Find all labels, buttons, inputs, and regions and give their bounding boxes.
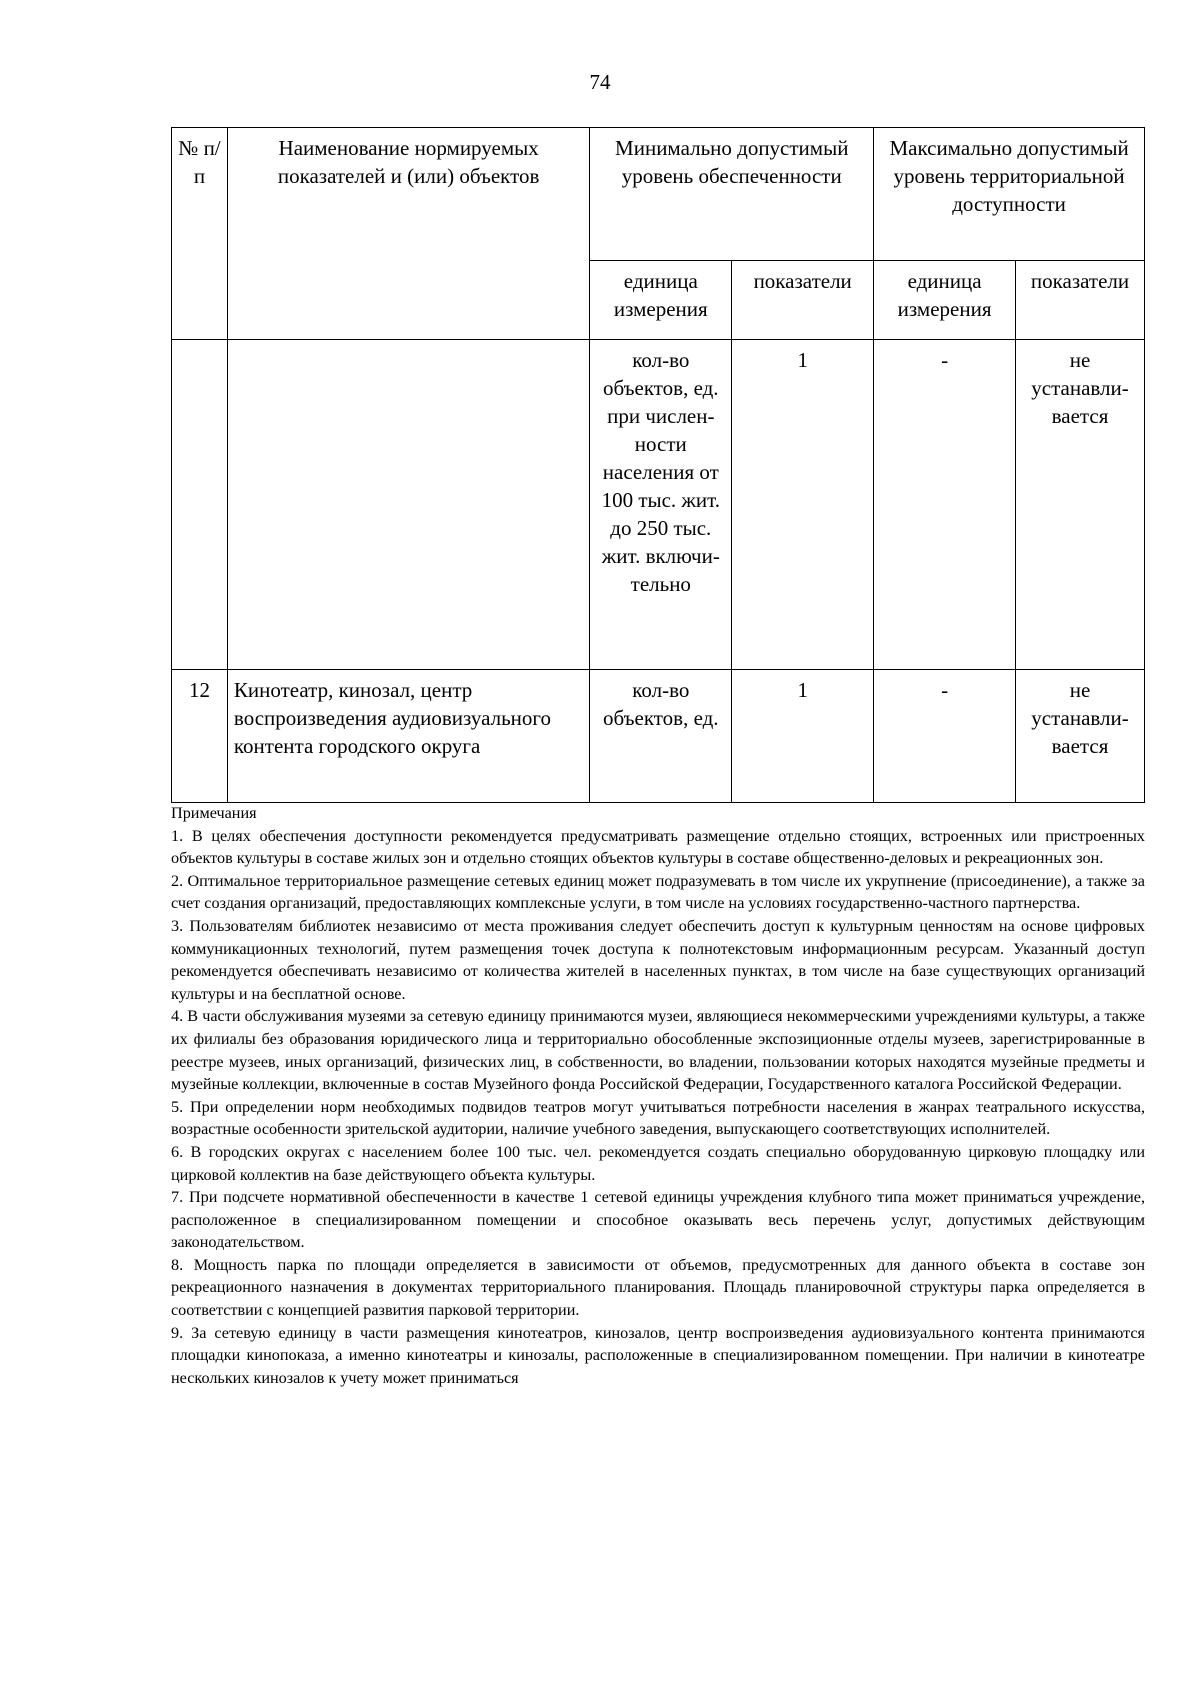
note-item: 3. Пользователям библиотек независимо от места проживания следует обеспечить доступ к культурным ценностям на основе цифровых коммуникационных технологий, путем размещения точек доступа к полнотекстовым информационным ресурсам. Указанный доступ рекомендуется обеспечивать независимо от количества жителей в населенных пунктах, в том числе на базе существующих организаций культуры и на бесплатной основе. <box>171 916 1145 1003</box>
notes-section <box>171 802 1145 1389</box>
header-value-min: показатели <box>732 261 874 340</box>
cell-value-max: не устанавли-вается <box>1016 670 1145 803</box>
cell-unit-max: - <box>874 340 1016 670</box>
note-item: 2. Оптимальное территориальное размещение сетевых единиц может подразумевать в том числе их укрупнение (присоединение), а также за счет создания организаций, предоставляющих комплексные услуги, в том числе на условиях государственно-частного партнерства. <box>171 871 1145 913</box>
cell-value-min: 1 <box>732 340 874 670</box>
header-unit-max: единица измерения <box>874 261 1016 340</box>
note-item: 9. За сетевую единицу в части размещения кинотеатров, кинозалов, центр воспроизведения аудиовизуального контента принимаются площадки кинопоказа, а именно кинотеатры и кинозалы, расположенные в специализированном помещении. При наличии в кинотеатре нескольких кинозалов к учету может приниматься <box>171 1323 1145 1387</box>
cell-unit-max: - <box>874 670 1016 803</box>
table-row <box>172 670 1145 803</box>
note-item: 4. В части обслуживания музеями за сетевую единицу принимаются музеи, являющиеся некоммерческими учреждениями культуры, а также их филиалы без образования юридического лица и территориально обособленные экспозиционные отделы музеев, зарегистрированные в реестре музеев, иных организаций, физических лиц, в собственности, во владении, пользовании которых находятся музейные предметы и музейные коллекции, включенные в состав Музейного фонда Российской Федерации, Государственного каталога Российской Федерации. <box>171 1007 1145 1094</box>
table-row <box>172 340 1145 670</box>
page-number: 74 <box>589 70 611 94</box>
header-unit-min: единица измерения <box>590 261 732 340</box>
note-item: 5. При определении норм необходимых подвидов театров могут учитываться потребности населения в жанрах театрального искусства, возрастные особенности зрительской аудитории, наличие учебного заведения, выпускающего соответствующих исполнителей. <box>171 1097 1145 1139</box>
note-item: 8. Мощность парка по площади определяется в зависимости от объемов, предусмотренных для данного объекта в составе зон рекреационного назначения в документах территориального планирования. Площадь планировочной структуры парка определяется в соответствии с концепцией развития парковой территории. <box>171 1255 1145 1320</box>
header-max-level: Максимально допустимый уровень территориальной доступности <box>874 128 1145 261</box>
cell-num <box>172 340 228 670</box>
cell-name: Кинотеатр, кинозал, центр воспроизведения аудиовизуального контента городского округа <box>227 670 589 803</box>
norms-table <box>171 127 1145 803</box>
header-value-max: показатели <box>1016 261 1145 340</box>
note-item: 6. В городских округах с населением более 100 тыс. чел. рекомендуется создать специально оборудованную цирковую площадку или цирковой коллектив на базе действующего объекта культуры. <box>171 1142 1145 1184</box>
header-min-level: Минимально допустимый уровень обеспеченности <box>590 128 874 261</box>
note-item: 1. В целях обеспечения доступности рекомендуется предусматривать размещение отдельно стоящих, встроенных или пристроенных объектов культуры в составе жилых зон и отдельно стоящих объектов культуры в составе общественно-деловых и рекреационных зон. <box>171 826 1145 868</box>
cell-unit-min: кол-во объектов, ед. при числен-ности населения от 100 тыс. жит. до 250 тыс. жит. включи-тельно <box>590 340 732 670</box>
cell-num: 12 <box>172 670 228 803</box>
cell-unit-min: кол-во объектов, ед. <box>590 670 732 803</box>
header-name: Наименование нормируемых показателей и (или) объектов <box>227 128 589 340</box>
cell-name <box>227 340 589 670</box>
cell-value-min: 1 <box>732 670 874 803</box>
cell-value-max: не устанавли-вается <box>1016 340 1145 670</box>
header-num: № п/п <box>172 128 228 340</box>
notes-title: Примечания <box>171 804 257 822</box>
note-item: 7. При подсчете нормативной обеспеченности в качестве 1 сетевой единицы учреждения клубного типа может приниматься учреждение, расположенное в специализированном помещении и способное оказывать весь перечень услуг, допустимых действующим законодательством. <box>171 1188 1145 1252</box>
